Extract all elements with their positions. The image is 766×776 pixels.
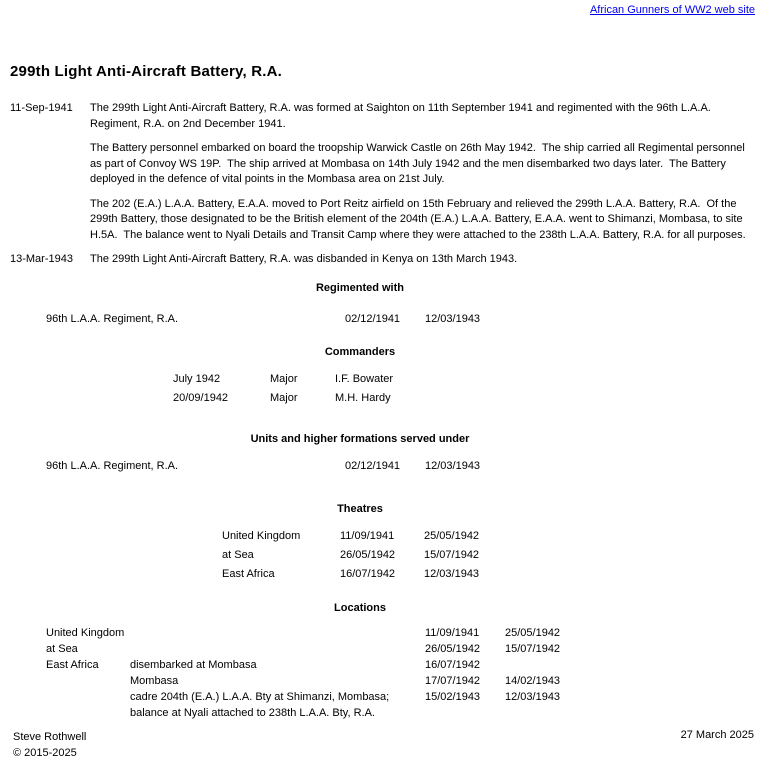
regimented-with-table bbox=[46, 310, 505, 329]
cell-detail: Mombasa bbox=[130, 674, 179, 687]
section-heading: Commanders bbox=[324, 345, 396, 358]
table-row bbox=[46, 657, 590, 673]
cell-start-date: 17/07/1942 bbox=[425, 674, 481, 687]
cell-start-date: 02/12/1941 bbox=[345, 459, 401, 472]
cell-end-date: 25/05/1942 bbox=[505, 626, 561, 639]
page-title: 299th Light Anti-Aircraft Battery, R.A. bbox=[10, 63, 282, 80]
locations-section bbox=[0, 602, 720, 721]
units-section bbox=[0, 433, 720, 476]
table-row bbox=[46, 689, 590, 721]
cell-theatre bbox=[46, 673, 130, 689]
table-row bbox=[222, 546, 514, 565]
history-section bbox=[0, 101, 766, 268]
table-row bbox=[46, 457, 505, 476]
cell-unit-name: 96th L.A.A. Regiment, R.A. bbox=[46, 459, 179, 472]
history-entry bbox=[0, 101, 766, 132]
history-text: The 202 (E.A.) L.A.A. Battery, E.A.A. moved to Port Reitz airfield on 15th February and relieved the 299th L.A.A. Battery, R.A. Of the 299th Battery, those designated to be the British element of the 204th (E.A.) L.A.A. Battery, E.A.A. went to Shimanzi, Mombasa, to site H.5A. The balance went to Nyali Details and Transit Camp where they were attached to the 238th L.A.A. Battery, R.A. for all purposes. bbox=[90, 197, 746, 241]
footer-copyright: © 2015-2025 bbox=[13, 747, 77, 759]
cell-end-date: 15/07/1942 bbox=[424, 548, 480, 561]
theatres-section bbox=[0, 503, 720, 584]
cell-start-date: 02/12/1941 bbox=[345, 312, 401, 325]
cell-date: 20/09/1942 bbox=[173, 391, 229, 404]
cell-name: I.F. Bowater bbox=[335, 372, 394, 385]
cell-date: July 1942 bbox=[173, 372, 221, 385]
table-row bbox=[173, 389, 475, 408]
section-heading: Theatres bbox=[337, 502, 383, 515]
cell-theatre: East Africa bbox=[46, 658, 99, 671]
section-heading: Locations bbox=[334, 601, 386, 614]
history-entry bbox=[0, 197, 766, 244]
cell-detail: disembarked at Mombasa bbox=[130, 658, 257, 671]
table-row bbox=[222, 527, 514, 546]
cell-theatre: at Sea bbox=[222, 548, 254, 561]
cell-name: M.H. Hardy bbox=[335, 391, 391, 404]
cell-end-date: 15/07/1942 bbox=[505, 642, 561, 655]
table-row bbox=[222, 565, 514, 584]
cell-end-date: 12/03/1943 bbox=[424, 567, 480, 580]
cell-theatre: at Sea bbox=[46, 642, 78, 655]
cell-start-date: 26/05/1942 bbox=[425, 642, 481, 655]
table-row bbox=[46, 641, 590, 657]
units-table bbox=[46, 457, 505, 476]
table-row bbox=[46, 625, 590, 641]
cell-start-date: 11/09/1941 bbox=[425, 626, 480, 639]
cell-start-date: 16/07/1942 bbox=[425, 658, 481, 671]
locations-table bbox=[46, 625, 590, 721]
section-heading: Regimented with bbox=[315, 281, 404, 294]
cell-unit-name: 96th L.A.A. Regiment, R.A. bbox=[46, 312, 179, 325]
cell-start-date: 16/07/1942 bbox=[340, 567, 396, 580]
table-row bbox=[46, 310, 505, 329]
cell-end-date bbox=[505, 657, 590, 673]
cell-detail bbox=[130, 625, 425, 641]
cell-detail: cadre 204th (E.A.) L.A.A. Bty at Shimanzi, Mombasa; balance at Nyali attached to 238th L.A.A. Bty, R.A. bbox=[130, 690, 390, 719]
cell-theatre: United Kingdom bbox=[46, 626, 125, 639]
history-text: The 299th Light Anti-Aircraft Battery, R.A. was formed at Saighton on 11th September 1941 and regimented with the 96th L.A.A. Regiment, R.A. on 2nd December 1941. bbox=[90, 102, 714, 130]
table-row bbox=[46, 673, 590, 689]
commanders-section bbox=[0, 346, 720, 408]
cell-theatre: United Kingdom bbox=[222, 529, 301, 542]
cell-theatre bbox=[46, 689, 130, 721]
history-entry bbox=[0, 252, 766, 268]
history-entry bbox=[0, 141, 766, 188]
commanders-table bbox=[173, 370, 475, 408]
cell-end-date: 12/03/1943 bbox=[425, 312, 481, 325]
section-heading: Units and higher formations served under bbox=[250, 432, 470, 445]
history-date: 11-Sep-1941 bbox=[10, 102, 73, 114]
cell-end-date: 12/03/1943 bbox=[505, 690, 561, 703]
cell-start-date: 11/09/1941 bbox=[340, 529, 395, 542]
cell-end-date: 25/05/1942 bbox=[424, 529, 480, 542]
cell-theatre: East Africa bbox=[222, 567, 275, 580]
history-text: The 299th Light Anti-Aircraft Battery, R.A. was disbanded in Kenya on 13th March 1943. bbox=[90, 253, 518, 265]
cell-rank: Major bbox=[270, 391, 298, 404]
footer-author: Steve Rothwell bbox=[13, 731, 87, 743]
regimented-with-section bbox=[0, 282, 720, 329]
cell-detail bbox=[130, 641, 425, 657]
theatres-table bbox=[222, 527, 514, 584]
cell-end-date: 12/03/1943 bbox=[425, 459, 481, 472]
history-text: The Battery personnel embarked on board the troopship Warwick Castle on 26th May 1942. The ship carried all Regimental personnel as part of Convoy WS 19P. The ship arrived at Mombasa on 14th July 1942 and the men disembarked two days later. The Battery deployed in the defence of vital points in the Mombasa area on 21st July. bbox=[90, 142, 748, 185]
cell-rank: Major bbox=[270, 372, 298, 385]
footer-date: 27 March 2025 bbox=[680, 729, 754, 741]
footer-author-block bbox=[13, 729, 86, 761]
cell-start-date: 15/02/1943 bbox=[425, 690, 481, 703]
cell-end-date: 14/02/1943 bbox=[505, 674, 561, 687]
external-site-link[interactable]: African Gunners of WW2 web site bbox=[589, 4, 755, 16]
top-link-bar bbox=[0, 0, 766, 16]
cell-start-date: 26/05/1942 bbox=[340, 548, 396, 561]
history-date: 13-Mar-1943 bbox=[10, 253, 73, 265]
table-row bbox=[173, 370, 475, 389]
